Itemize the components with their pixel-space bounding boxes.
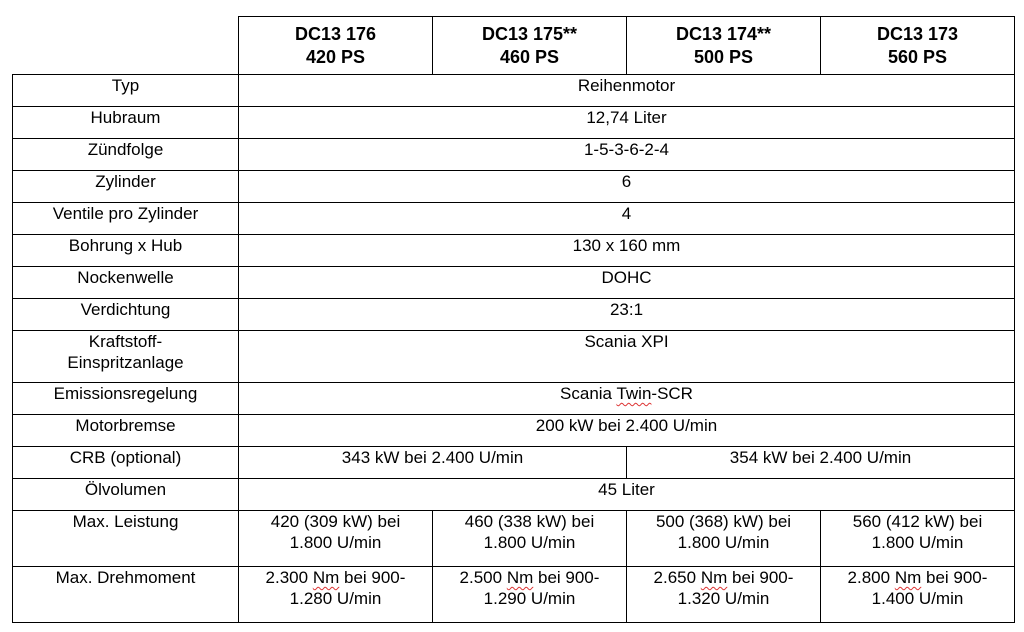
model-header-1: DC13 176 420 PS — [239, 17, 433, 75]
row-drehmoment — [13, 567, 1015, 623]
engine-spec-table — [12, 16, 1015, 623]
row-ventile — [13, 203, 1015, 235]
row-zylinder — [13, 171, 1015, 203]
row-label: Max. Drehmoment — [13, 567, 239, 623]
row-value: 12,74 Liter — [239, 107, 1015, 139]
row-value: 2.500 Nm bei 900- 1.290 U/min — [433, 567, 627, 623]
row-oelvolumen — [13, 479, 1015, 511]
header-blank-cell — [13, 17, 239, 75]
row-value: 560 (412 kW) bei 1.800 U/min — [821, 511, 1015, 567]
row-value: 2.300 Nm bei 900- 1.280 U/min — [239, 567, 433, 623]
row-typ — [13, 75, 1015, 107]
row-leistung — [13, 511, 1015, 567]
row-value: DOHC — [239, 267, 1015, 299]
row-value: 460 (338 kW) bei 1.800 U/min — [433, 511, 627, 567]
row-label: Zylinder — [13, 171, 239, 203]
row-label: Max. Leistung — [13, 511, 239, 567]
row-value: 130 x 160 mm — [239, 235, 1015, 267]
row-label: Verdichtung — [13, 299, 239, 331]
row-nockenwelle — [13, 267, 1015, 299]
row-value-left: 343 kW bei 2.400 U/min — [239, 447, 627, 479]
row-value: 23:1 — [239, 299, 1015, 331]
row-label: Bohrung x Hub — [13, 235, 239, 267]
row-emission — [13, 383, 1015, 415]
row-value: 4 — [239, 203, 1015, 235]
row-hubraum — [13, 107, 1015, 139]
row-label: Motorbremse — [13, 415, 239, 447]
row-label: Zündfolge — [13, 139, 239, 171]
row-value-right: 354 kW bei 2.400 U/min — [627, 447, 1015, 479]
row-bohrung — [13, 235, 1015, 267]
row-value: 2.650 Nm bei 900- 1.320 U/min — [627, 567, 821, 623]
row-motorbremse — [13, 415, 1015, 447]
row-value: 6 — [239, 171, 1015, 203]
row-label: Hubraum — [13, 107, 239, 139]
row-value: 1-5-3-6-2-4 — [239, 139, 1015, 171]
row-value: 200 kW bei 2.400 U/min — [239, 415, 1015, 447]
model-header-4: DC13 173 560 PS — [821, 17, 1015, 75]
row-label: Nockenwelle — [13, 267, 239, 299]
row-value: 500 (368) kW) bei 1.800 U/min — [627, 511, 821, 567]
row-label: Ventile pro Zylinder — [13, 203, 239, 235]
row-verdichtung — [13, 299, 1015, 331]
row-label: Typ — [13, 75, 239, 107]
row-value: Reihenmotor — [239, 75, 1015, 107]
row-value: Scania Twin-SCR — [239, 383, 1015, 415]
row-value: 420 (309 kW) bei 1.800 U/min — [239, 511, 433, 567]
row-zuendfolge — [13, 139, 1015, 171]
row-label: CRB (optional) — [13, 447, 239, 479]
row-value: Scania XPI — [239, 331, 1015, 383]
row-crb — [13, 447, 1015, 479]
model-header-2: DC13 175** 460 PS — [433, 17, 627, 75]
row-kraftstoff — [13, 331, 1015, 383]
row-value: 2.800 Nm bei 900- 1.400 U/min — [821, 567, 1015, 623]
model-header-3: DC13 174** 500 PS — [627, 17, 821, 75]
row-label: Ölvolumen — [13, 479, 239, 511]
header-row — [13, 17, 1015, 75]
row-value: 45 Liter — [239, 479, 1015, 511]
row-label: Emissionsregelung — [13, 383, 239, 415]
row-label: Kraftstoff- Einspritzanlage — [13, 331, 239, 383]
